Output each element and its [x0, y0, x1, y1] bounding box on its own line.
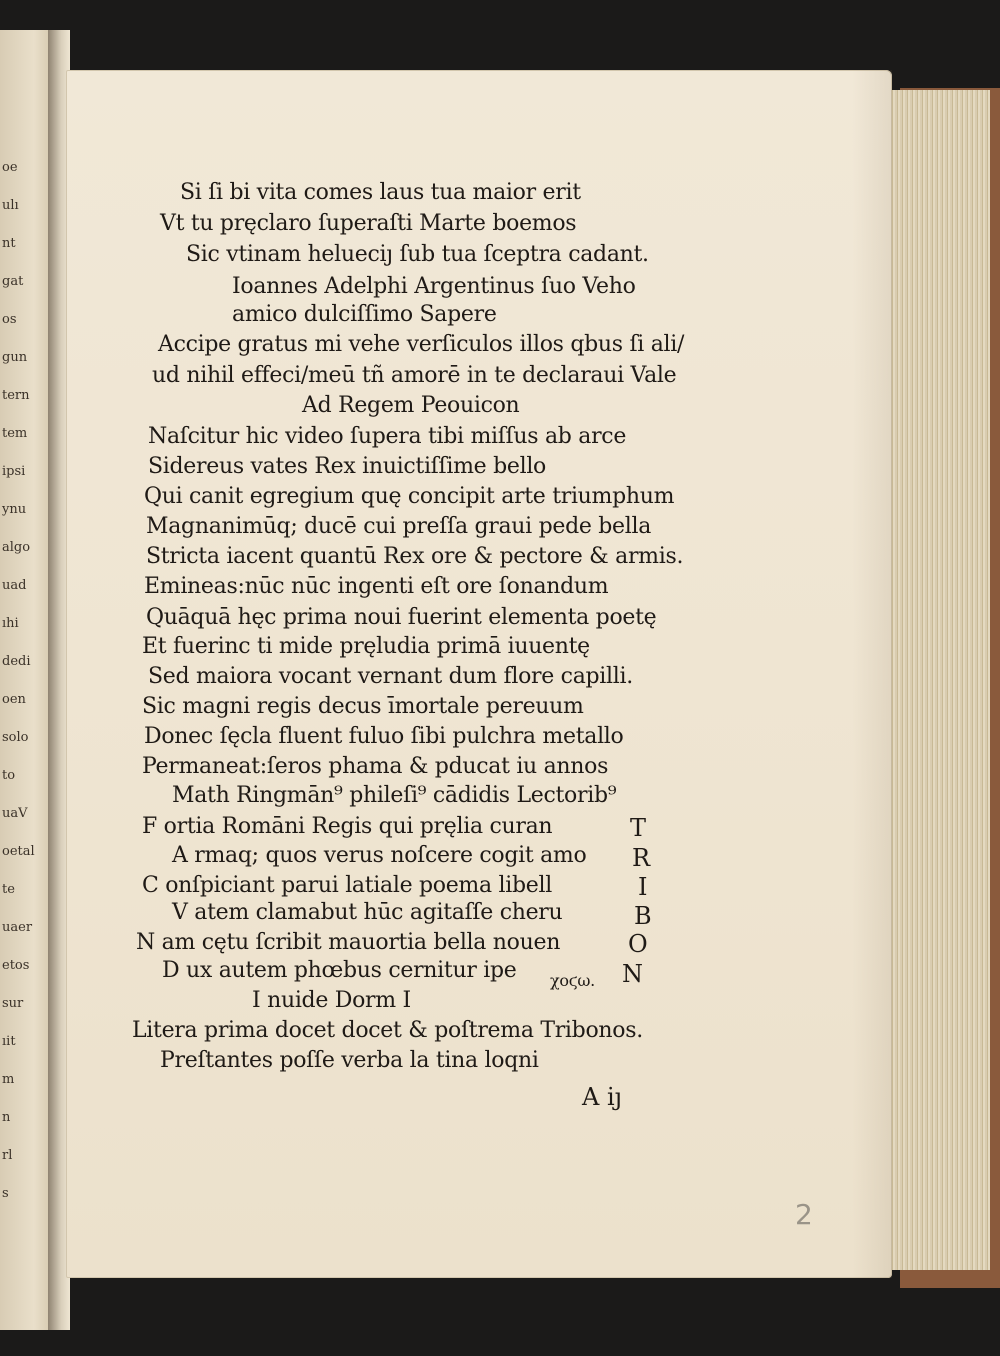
previous-page-fragment: oetal [2, 844, 35, 859]
signature-mark: A iȷ [582, 1083, 623, 1111]
text-line: Quāquā hęc prima noui fuerint elementa poetę [146, 605, 657, 630]
text-line: A rmaq; quos verus noſcere cogit amo [172, 843, 587, 868]
text-line: Emineas:nūc nūc ingenti eſt ore ſonandum [144, 574, 609, 599]
text-line: Preſtantes poſſe verba la tina loqni [160, 1048, 539, 1073]
previous-page-fragment: oe [2, 160, 18, 175]
previous-page-fragment: uaer [2, 920, 33, 935]
text-line: Si ſi bi vita comes laus tua maior erit [180, 180, 581, 205]
previous-page-fragment: ynu [2, 502, 27, 517]
acrostic-letter: R [632, 844, 651, 872]
text-line: Magnanimūq; ducē cui preſſa graui pede bella [146, 514, 652, 539]
previous-page-fragment: oen [2, 692, 26, 707]
previous-page-fragment: dedi [2, 654, 31, 669]
text-line: Donec ſęcla fluent fuluo ſibi pulchra metallo [144, 724, 624, 749]
previous-page-fragment: to [2, 768, 16, 783]
previous-page-fragment: te [2, 882, 15, 897]
text-line: Et fuerinc ti mide pręludia primā iuuentę [142, 634, 590, 659]
previous-page-fragment: algo [2, 540, 31, 555]
text-line: Permaneat:ſeros phama & pducat iu annos [142, 754, 609, 779]
previous-page-fragment: os [2, 312, 17, 327]
previous-page-fragment: etos [2, 958, 30, 973]
page-block-edge [880, 90, 990, 1270]
text-line: C onſpiciant parui latiale poema libell [142, 873, 552, 898]
previous-page-fragment: ipsi [2, 464, 26, 479]
text-line: Litera prima docet docet & poſtrema Tribonos. [132, 1018, 643, 1043]
previous-page-fragment: sur [2, 996, 24, 1011]
acrostic-letter: I [638, 873, 648, 901]
previous-page-fragment: nt [2, 236, 16, 251]
text-line: Sic magni regis decus īmortale pereuum [142, 694, 584, 719]
text-line: Stricta iacent quantū Rex ore & pectore & armis. [146, 544, 684, 569]
previous-page-fragment: m [2, 1072, 15, 1087]
page-edge-shade [852, 70, 892, 1278]
acrostic-letter: N [622, 960, 643, 988]
text-line: F ortia Romāni Regis qui pręlia curan [142, 814, 553, 839]
acrostic-letter: B [634, 902, 652, 930]
text-line: Sic vtinam helueciȷ ſub tua ſceptra cadant. [186, 242, 649, 267]
previous-page-fragment: tern [2, 388, 30, 403]
previous-page-fragment: rl [2, 1148, 13, 1163]
previous-page-fragment: uaV [2, 806, 28, 821]
previous-page-fragment: ıit [2, 1034, 16, 1049]
acrostic-letter: T [630, 814, 647, 842]
previous-page-fragment: ulı [2, 198, 19, 213]
text-line: D ux autem phœbus cernitur ipe [162, 958, 517, 983]
text-line: Naſcitur hic video ſupera tibi miſſus ab arce [148, 424, 627, 449]
text-line: Math Ringmān⁹ phileſi⁹ cādidis Lectorib⁹ [172, 783, 617, 808]
text-line: Ioannes Adelphi Argentinus ſuo Veho [232, 274, 636, 299]
text-line: V atem clamabut hūc agitaſſe cheru [172, 900, 563, 925]
text-line: Vt tu pręclaro ſuperaſti Marte boemos [160, 211, 577, 236]
text-line: ud nihil effeci/meū tñ amorē in te declaraui Vale [152, 363, 677, 388]
previous-page-fragment: uad [2, 578, 27, 593]
text-line: Ad Regem Peouicon [302, 393, 520, 418]
text-line: N am cętu ſcribit mauortia bella nouen [136, 930, 561, 955]
previous-page-fragment: solo [2, 730, 29, 745]
previous-page-fragment: n [2, 1110, 11, 1125]
text-line: I nuide Dorm I [252, 988, 411, 1013]
text-line: Qui canit egregium quę concipit arte triumphum [144, 484, 675, 509]
text-line: Sidereus vates Rex inuictiſſime bello [148, 454, 546, 479]
pencil-folio-number: 2 [795, 1198, 813, 1231]
previous-page-fragment: ıhi [2, 616, 19, 631]
page-recto [66, 70, 892, 1278]
previous-page-fragment: gun [2, 350, 28, 365]
text-line: amico dulciſſimo Sapere [232, 302, 497, 327]
previous-page-fragment: tem [2, 426, 28, 441]
text-line: Sed maiora vocant vernant dum flore capilli. [148, 664, 633, 689]
acrostic-letter: O [628, 930, 648, 958]
previous-page-fragment: gat [2, 274, 24, 289]
greek-word: χοϛω. [550, 971, 595, 990]
text-line: Accipe gratus mi vehe verſiculos illos qbus ſi ali/ [158, 332, 685, 357]
previous-page-fragment: s [2, 1186, 9, 1201]
